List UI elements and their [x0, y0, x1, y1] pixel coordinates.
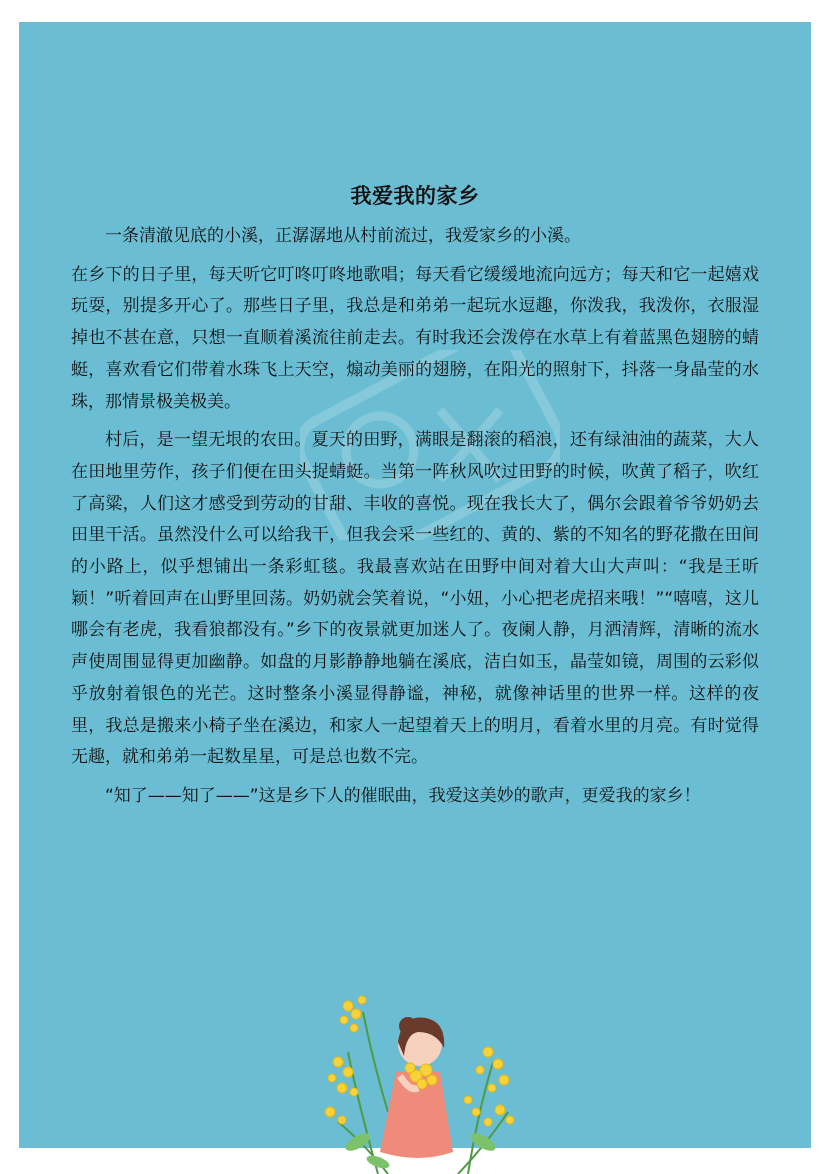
paragraph-3: 村后，是一望无垠的农田。夏天的田野，满眼是翻滚的稻浪，还有绿油油的蔬菜，大人在田地里劳作，孩子们便在田头捉蜻蜓。当第一阵秋风吹过田野的时候，吹黄了稻子，吹红了高粱，人们这才感受到劳动的甘甜、丰收的喜悦。现在我长大了，偶尔会跟着爷爷奶奶去田里干活。虽然没什么可以给我干，但我会采一些红的、黄的、紫的不知名的野花撒在田间的小路上，似乎想铺出一条彩虹毯。我最喜欢站在田野中间对着大山大声叫：“我是王昕颖！”听着回声在山野里回荡。奶奶就会笑着说，“小妞，小心把老虎招来哦！”“嘻嘻，这儿哪会有老虎，我看狼都没有。”乡下的夜景就更加迷人了。夜阑人静，月洒清辉，清晰的流水声使周围显得更加幽静。如盘的月影静静地躺在溪底，洁白如玉，晶莹如镜，周围的云彩似乎放射着银色的光芒。这时整条小溪显得静谧，神秘，就像神话里的世界一样。这样的夜里，我总是搬来小椅子坐在溪边，和家人一起望着天上的明月，看着水里的月亮。有时觉得无趣，就和弟弟一起数星星，可是总也数不完。	[71, 430, 759, 768]
paragraph-2: 在乡下的日子里，每天听它叮咚叮咚地歌唱；每天看它缓缓地流向远方；每天和它一起嬉戏玩耍，别提多开心了。那些日子里，我总是和弟弟一起玩水逗趣，你泼我，我泼你，衣服湿掉也不甚在意，只想一直顺着溪流往前走去。有时我还会泼停在水草上有着蓝黑色翅膀的蜻蜓，喜欢看它们带着水珠飞上天空，煽动美丽的翅膀，在阳光的照射下，抖落一身晶莹的水珠，那情景极美极美。	[71, 264, 759, 412]
girl-with-flowers-illustration	[318, 992, 518, 1174]
paragraph-4: “知了——知了——”这是乡下人的催眠曲，我爱这美妙的歌声，更爱我的家乡！	[105, 785, 701, 806]
article	[71, 178, 759, 813]
page-title: 我爱我的家乡	[350, 184, 480, 208]
paragraph-1: 一条清澈见底的小溪，正潺潺地从村前流过，我爱家乡的小溪。	[105, 226, 581, 246]
